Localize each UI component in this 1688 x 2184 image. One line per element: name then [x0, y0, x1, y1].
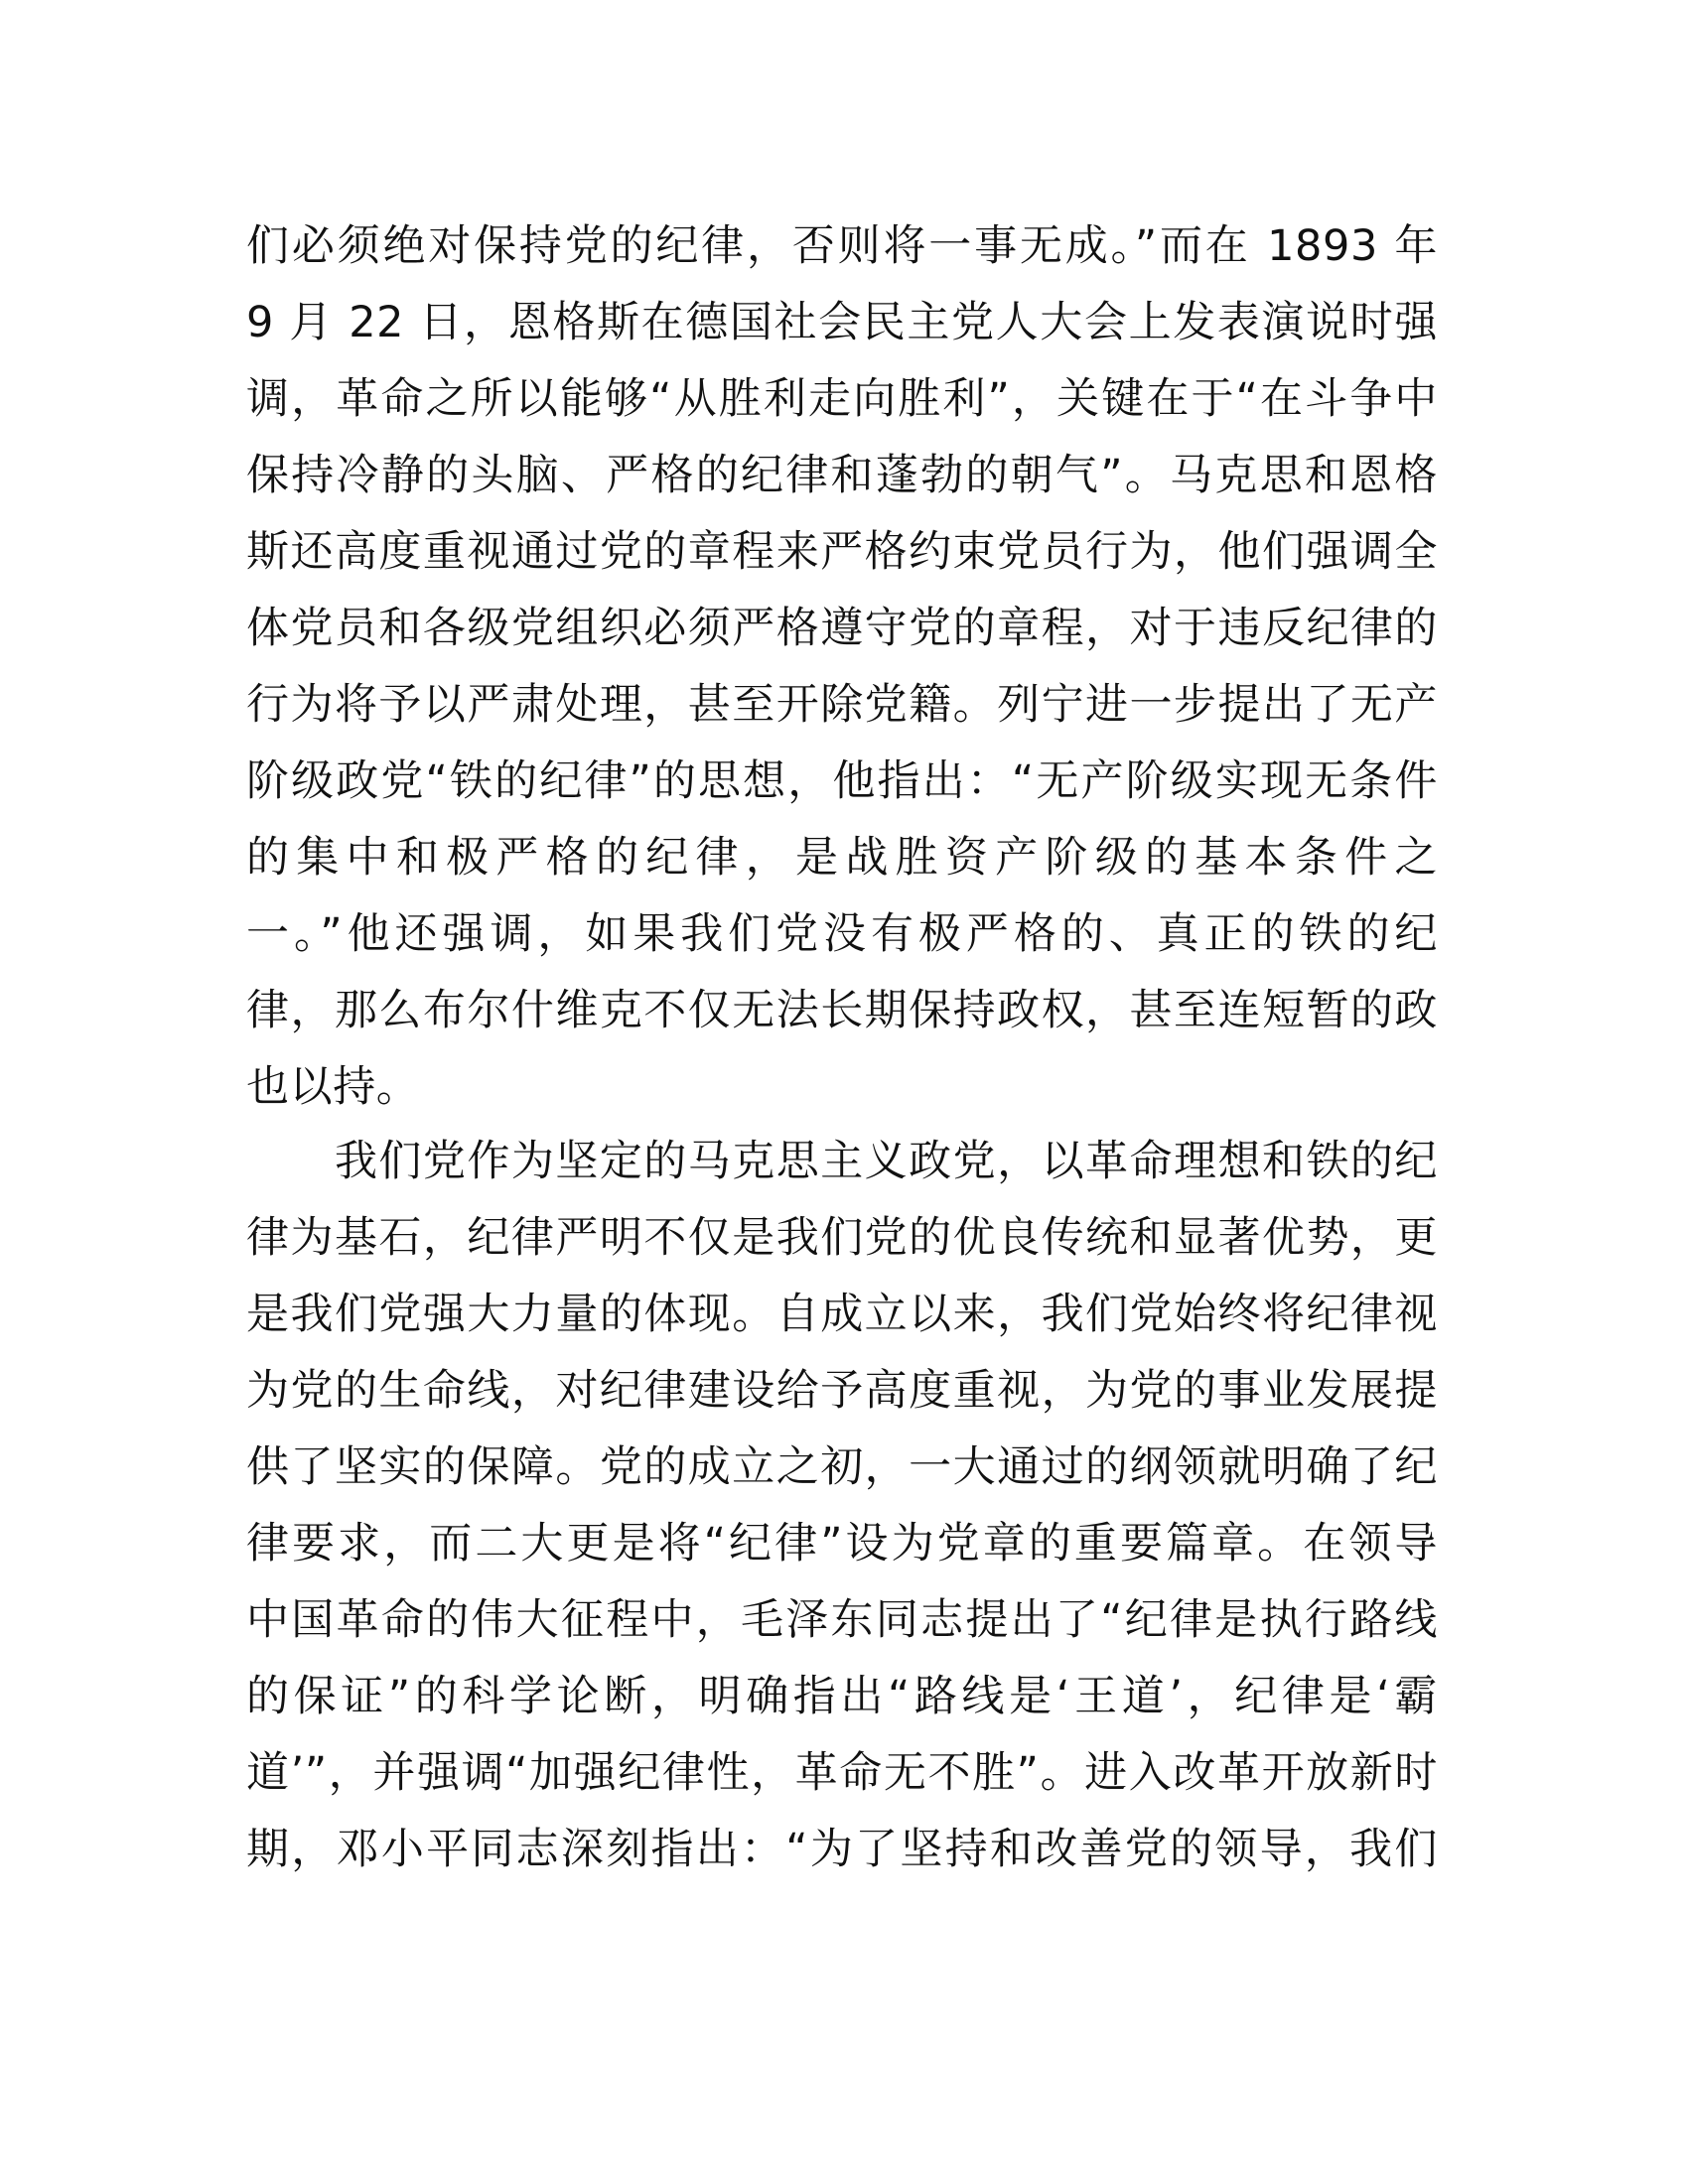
paragraph-2 — [246, 1124, 1438, 1888]
text-line: 我们党作为坚定的马克思主义政党，以革命理想和铁的纪 — [246, 1137, 1438, 1186]
text-line: 律要求，而二大更是将“纪律”设为党章的重要篇章。在领导 — [246, 1519, 1438, 1569]
text-line: 期，邓小平同志深刻指出：“为了坚持和改善党的领导，我们 — [246, 1825, 1438, 1874]
text-line: 律为基石，纪律严明不仅是我们党的优良传统和显著优势，更 — [246, 1213, 1438, 1263]
text-line: 保持冷静的头脑、严格的纪律和蓬勃的朝气”。马克思和恩格 — [246, 451, 1438, 500]
text-line: 调，革命之所以能够“从胜利走向胜利”，关键在于“在斗争中 — [246, 374, 1438, 424]
text-line: 们必须绝对保持党的纪律，否则将一事无成。”而在 1893 年 — [246, 221, 1438, 271]
text-line-last: 也以持。 — [246, 1062, 420, 1112]
text-line: 的保证”的科学论断，明确指出“路线是‘王道’，纪律是‘霸 — [246, 1672, 1438, 1721]
text-line: 是我们党强大力量的体现。自成立以来，我们党始终将纪律视 — [246, 1290, 1438, 1339]
text-line: 阶级政党“铁的纪律”的思想，他指出：“无产阶级实现无条件 — [246, 756, 1438, 806]
text-line: 体党员和各级党组织必须严格遵守党的章程，对于违反纪律的 — [246, 604, 1438, 653]
text-line: 斯还高度重视通过党的章程来严格约束党员行为，他们强调全 — [246, 527, 1438, 577]
paragraph-1 — [246, 208, 1438, 1126]
text-line: 行为将予以严肃处理，甚至开除党籍。列宁进一步提出了无产 — [246, 680, 1438, 730]
text-line: 供了坚实的保障。党的成立之初，一大通过的纲领就明确了纪 — [246, 1442, 1438, 1492]
text-line: 为党的生命线，对纪律建设给予高度重视，为党的事业发展提 — [246, 1366, 1438, 1416]
text-line: 9 月 22 日，恩格斯在德国社会民主党人大会上发表演说时强 — [246, 298, 1438, 347]
text-line: 律，那么布尔什维克不仅无法长期保持政权，甚至连短暂的政 — [246, 986, 1438, 1035]
text-line: 道’”，并强调“加强纪律性，革命无不胜”。进入改革开放新时 — [246, 1748, 1438, 1798]
text-line: 的集中和极严格的纪律，是战胜资产阶级的基本条件之 — [246, 833, 1438, 883]
text-line: 中国革命的伟大征程中，毛泽东同志提出了“纪律是执行路线 — [246, 1595, 1438, 1645]
text-line: 一。”他还强调，如果我们党没有极严格的、真正的铁的纪 — [246, 909, 1438, 959]
